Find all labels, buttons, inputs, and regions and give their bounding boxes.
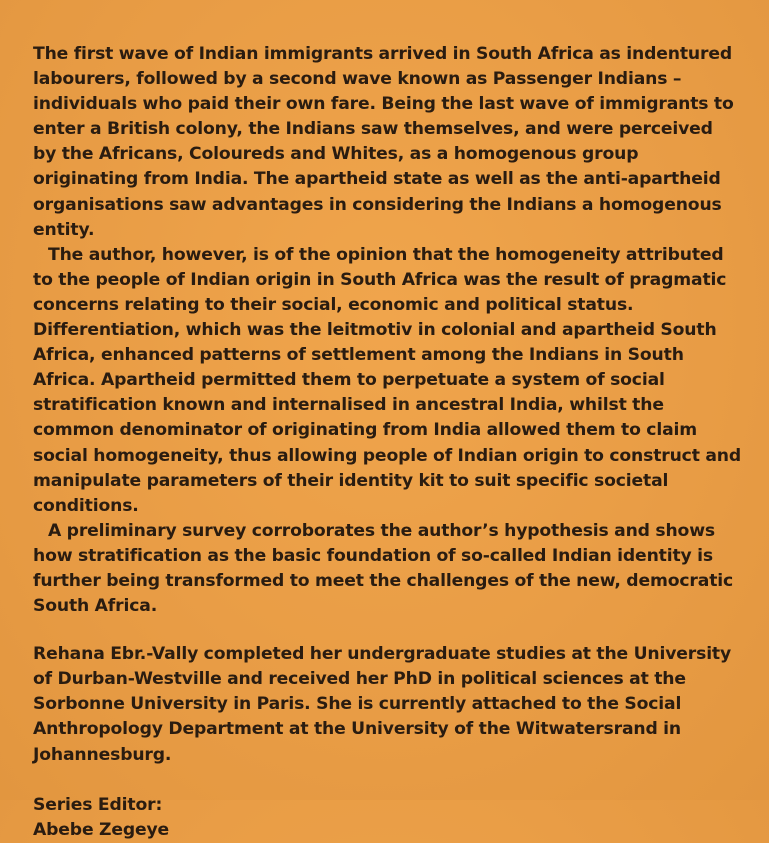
blurb-paragraph-1: The first wave of Indian immigrants arrived in South Africa as indentured labourers, followed by a second wave known as Passenger Indians – individuals who paid their own fare. Being the last wave of immigrants to enter a British colony, the Indians saw themselves, and were perceived by the Africans, Coloureds and Whites, as a homogenous group originating from India. The apartheid state as well as the anti-apartheid organisations saw advantages in considering the Indians a homogenous entity. — [33, 44, 734, 240]
author-bio: Rehana Ebr.-Vally completed her undergraduate studies at the University of Durban-Westville and received her PhD in political sciences at the Sorbonne University in Paris. She is currently attached to the Social Anthropology Department at the University of the Witwatersrand in Johannesburg. — [33, 644, 732, 765]
series-editor — [33, 793, 741, 843]
series-editor-label: Series Editor: — [33, 794, 163, 815]
blurb-paragraph-3: A preliminary survey corroborates the author’s hypothesis and shows how stratification as the basic foundation of so-called Indian identity is further being transformed to meet the challenges of the new, democratic South Africa. — [33, 520, 734, 617]
blurb-paragraph-2: The author, however, is of the opinion that the homogeneity attributed to the people of Indian origin in South Africa was the result of pragmatic concerns relating to their social, economic and political status. Differentiation, which was the leitmotiv in colonial and apartheid South Africa, enhanced patterns of settlement among the Indians in South Africa. Apartheid permitted them to perpetuate a system of social stratification known and internalised in ancestral India, whilst the common denominator of originating from India allowed them to claim social homogeneity, thus allowing people of Indian origin to construct and manipulate parameters of their identity kit to suit specific societal conditions. — [33, 244, 742, 516]
series-editor-name: Abebe Zegeye — [33, 819, 170, 840]
